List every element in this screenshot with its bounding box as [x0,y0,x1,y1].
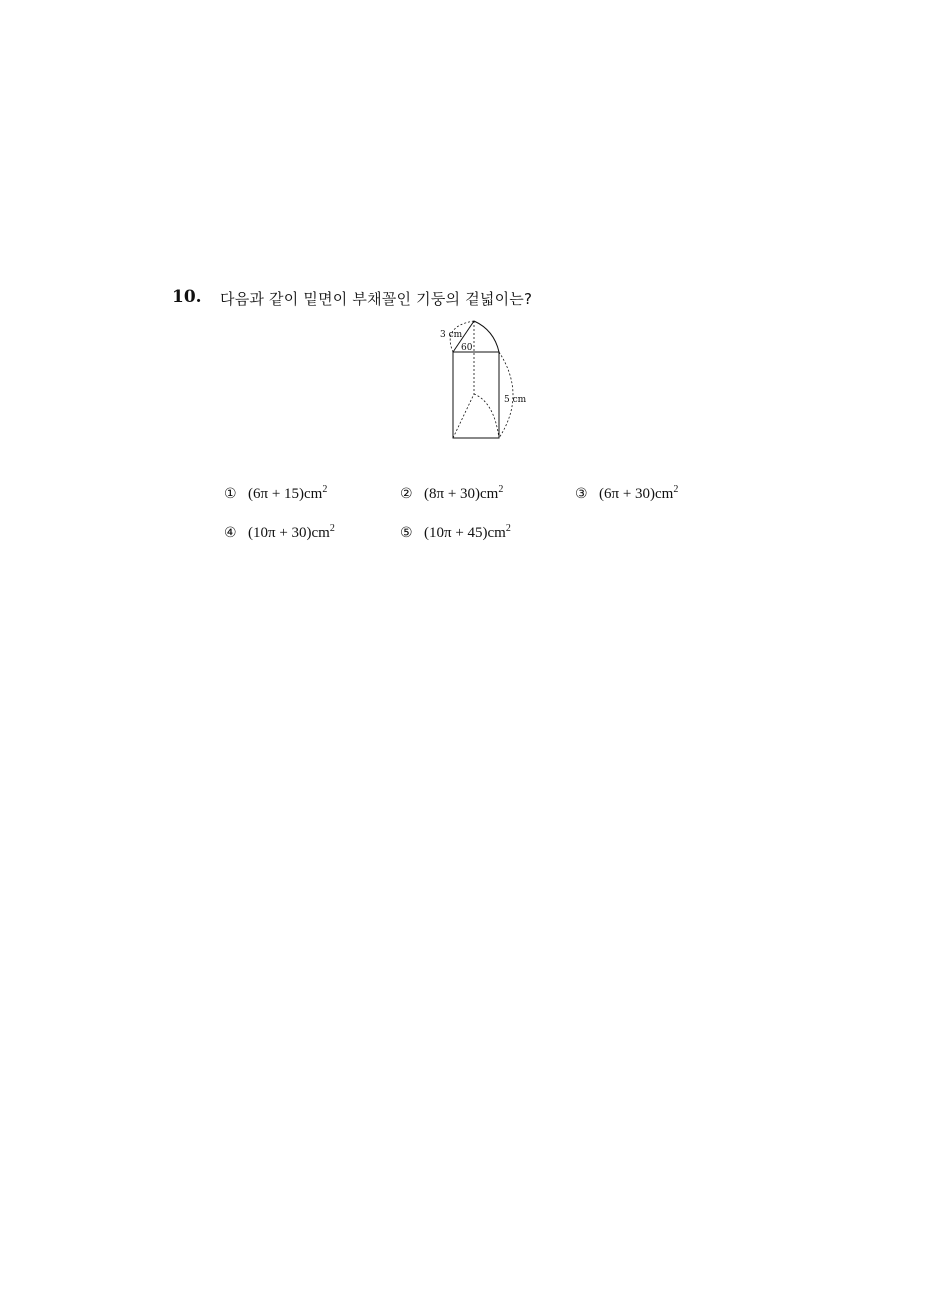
radius-label: 3 cm [440,330,463,340]
choice-answer: $(8\pi + 30)cm^2$ [424,484,504,502]
choice-marker: ⑤ [400,525,413,541]
problem-text: 다음과 같이 밑면이 부채꼴인 기둥의 겉넓이는? [220,290,533,308]
choice-2 [400,484,503,503]
front-face [453,352,499,438]
choice-marker: ④ [224,525,237,541]
choice-marker: ② [400,486,413,502]
choice-4 [224,523,335,542]
choice-marker: ① [224,486,237,502]
choice-answer: $(10\pi + 45)cm^2$ [424,523,511,541]
height-label: 5 cm [504,395,527,405]
choice-answer: $(10\pi + 30)cm^2$ [248,523,335,541]
choice-5 [400,523,511,542]
sector-prism-figure [432,316,542,446]
hidden-bottom-arc [474,394,499,438]
top-arc [474,321,499,352]
angle-label: 60 [461,343,473,353]
choice-marker: ③ [575,486,588,502]
hidden-bottom-left-edge [453,394,474,438]
choice-answer: $(6\pi + 30)cm^2$ [599,484,679,502]
problem-number: 10. [172,287,202,307]
choice-answer: $(6\pi + 15)cm^2$ [248,484,328,502]
choice-3 [575,484,678,503]
choice-1 [224,484,327,503]
